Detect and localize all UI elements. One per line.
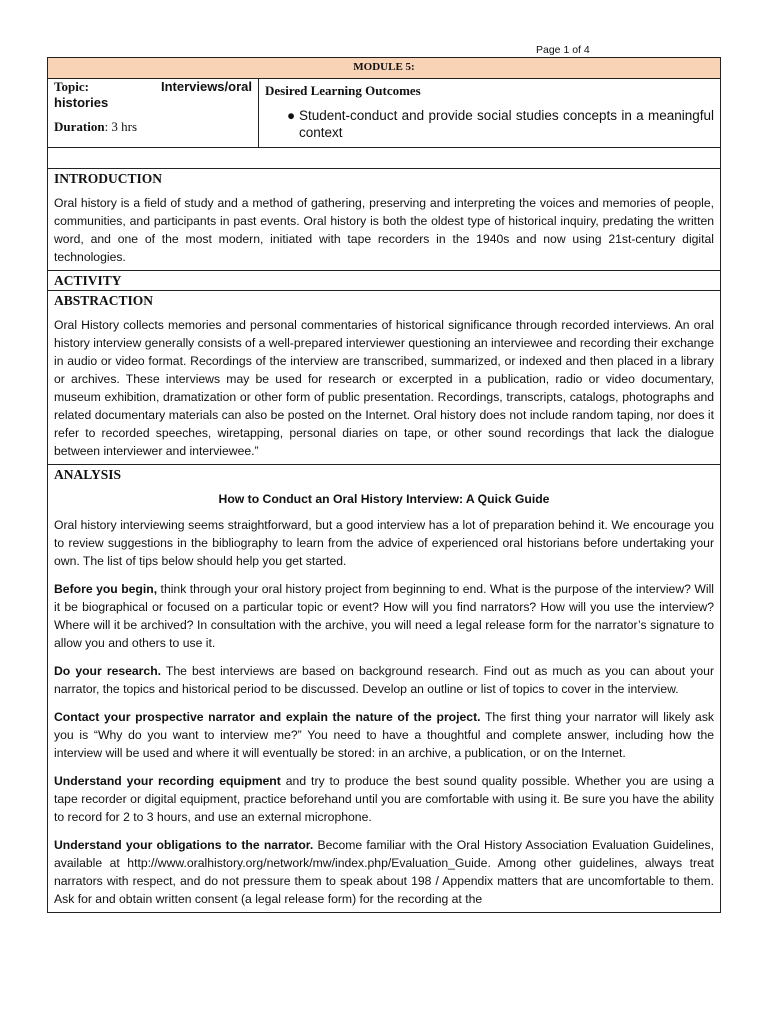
tip-lead: Understand your obligations to the narrator. [54, 838, 314, 852]
introduction-section [48, 169, 721, 271]
introduction-title: INTRODUCTION [54, 171, 163, 186]
analysis-section [48, 465, 721, 913]
tip-body: and try to produce the best sound quality possible. Whether you are using a tape recorder or digital equipment, practice beforehand until you are comfortable with using it. Be sure you have the ability to record for 2 to 3 hours, and use an external microphone. [54, 774, 715, 824]
tip-body: The best interviews are based on background research. Find out as much as you can about your narrator, the topics and historical period to be discussed. Develop an outline or list of topics to cover in the interview. [54, 664, 715, 696]
tip-body: Become familiar with the Oral History Association Evaluation Guidelines, available at http://www.oralhistory.org/network/mw/index.php/Evaluation_Guide. Among other guidelines, always treat narrators with respect, and do not pressure them to speak about 198 / Appendix matters that are uncomfortable to them. Ask for and obtain written consent (a legal release form) for the recording at the [54, 838, 715, 906]
outcomes-cell [259, 79, 721, 148]
tip-paragraph [54, 772, 714, 826]
introduction-text: Oral history is a field of study and a method of gathering, preserving and interpreting the voices and memories of people, communities, and participants in past events. Oral history is both the oldest type of historical inquiry, predating the written word, and one of the most modern, initiated with tape recorders in the 1940s and now using 21st-century digital technologies. [54, 196, 715, 264]
analysis-title: ANALYSIS [54, 467, 122, 482]
outcomes-heading: Desired Learning Outcomes [265, 83, 421, 98]
tip-lead: Do your research. [54, 664, 162, 678]
abstraction-text: Oral History collects memories and personal commentaries of historical significance through recorded interviews. An oral history interview generally consists of a well-prepared interviewer questioning an interviewee and recording their exchange in audio or video format. Recordings of the interview are transcribed, summarized, or indexed and then placed in a library or archives. These interviews may be used for research or excerpted in a publication, radio or video documentary, museum exhibition, dramatization or other form of public presentation. Recordings, transcripts, catalogs, photographs and related documentary materials can also be posted on the Internet. Oral history does not include random taping, nor does it refer to recorded speeches, wiretapping, personal diaries on tape, or other sound recordings that lack the dialogue between interviewer and interviewee.” [54, 318, 715, 458]
tip-lead: Understand your recording equipment [54, 774, 281, 788]
bullet-icon: ● [287, 108, 296, 123]
blank-row [48, 148, 721, 169]
topic-value: Interviews/oral [160, 79, 252, 94]
topic-cell [48, 79, 259, 148]
topic-value-continued: histories [54, 95, 109, 110]
tip-body: The first thing your narrator will likely ask you is “Why do you want to interview me?” You need to have a thoughtful and complete answer, including how the interview will be used and where it will eventually be stored: in an archive, a publication, or on the Internet. [54, 710, 715, 760]
tip-paragraph [54, 836, 714, 908]
topic-label: Topic: [54, 79, 89, 94]
abstraction-title: ABSTRACTION [54, 293, 154, 308]
activity-title: ACTIVITY [54, 273, 122, 288]
duration [54, 119, 252, 135]
module-title: MODULE 5: [48, 58, 721, 79]
duration-value: : 3 hrs [104, 119, 138, 134]
tip-lead: Contact your prospective narrator and explain the nature of the project. [54, 710, 481, 724]
topic-line [54, 79, 252, 95]
activity-section [48, 271, 721, 291]
duration-label: Duration [54, 119, 105, 134]
tip-lead: Before you begin, [54, 582, 158, 596]
outcome-item [265, 107, 714, 141]
abstraction-section [48, 291, 721, 465]
tip-paragraph [54, 708, 714, 762]
tip-paragraph [54, 662, 714, 698]
outcome-text: Student-conduct and provide social studies concepts in a meaningful context [299, 108, 715, 140]
tip-body: think through your oral history project from beginning to end. What is the purpose of the interview? Will it be biographical or focused on a particular topic or event? How will you find narrators? How will you use the interview? Where will it be archived? In consultation with the archive, you will need a legal release form for the narrator’s signature to allow you and others to use it. [54, 582, 715, 650]
tip-paragraph [54, 580, 714, 652]
guide-title: How to Conduct an Oral History Interview: A Quick Guide [218, 492, 550, 506]
page-number: Page 1 of 4 [536, 44, 590, 56]
module-table [47, 57, 721, 913]
analysis-intro: Oral history interviewing seems straightforward, but a good interview has a lot of preparation behind it. We encourage you to review suggestions in the bibliography to learn from the advice of experienced oral historians before undertaking your own. The list of tips below should help you get started. [54, 518, 715, 568]
